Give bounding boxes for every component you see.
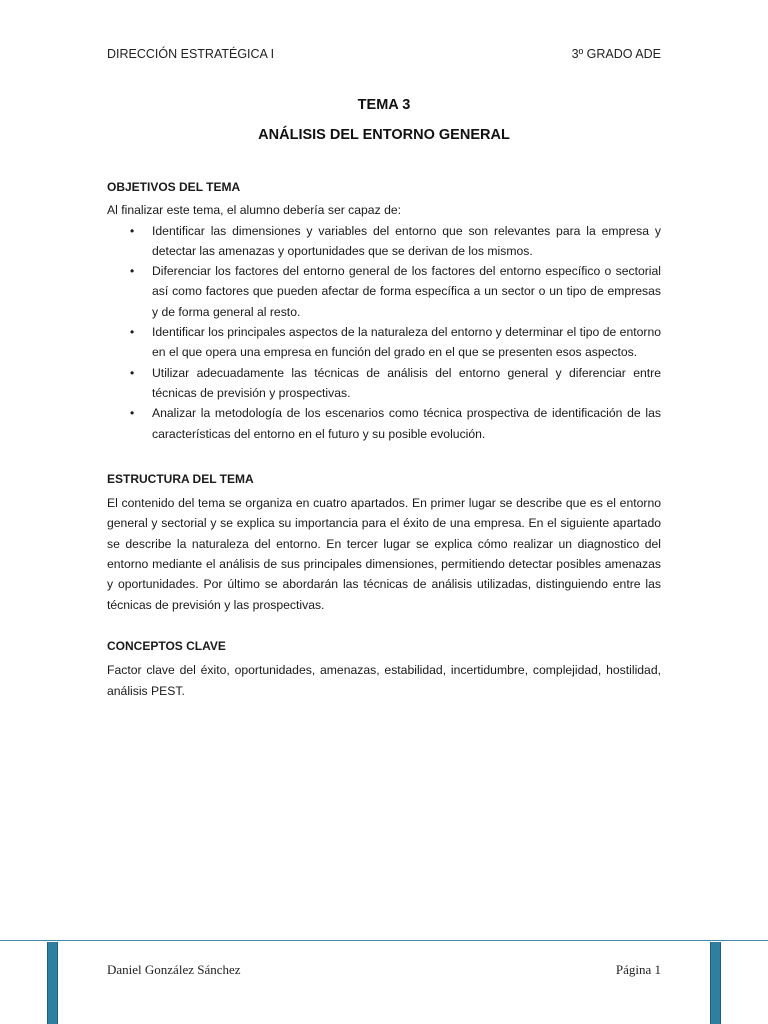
footer-left-accent-bar (47, 942, 58, 1024)
page-footer (107, 962, 661, 978)
header-grade: 3º GRADO ADE (571, 47, 661, 61)
list-item-text: Identificar los principales aspectos de la naturaleza del entorno y determinar el tipo de entorno en el que opera una empresa en función del grado en el que se presenten esos aspectos. (152, 325, 661, 360)
header-course: DIRECCIÓN ESTRATÉGICA I (107, 47, 275, 61)
page-number: Página 1 (615, 962, 661, 977)
objetivos-list (107, 221, 661, 444)
footer-divider (0, 940, 768, 941)
page-header (107, 47, 661, 61)
conceptos-heading: CONCEPTOS CLAVE (107, 638, 226, 653)
list-item-text: Identificar las dimensiones y variables del entorno que son relevantes para la empresa y detectar las amenazas y oportunidades que se derivan de los mismos. (152, 223, 661, 258)
bullet-icon: • (130, 264, 135, 279)
document-subtitle: ANÁLISIS DEL ENTORNO GENERAL (258, 127, 510, 143)
bullet-icon: • (130, 223, 135, 238)
bullet-icon: • (130, 406, 135, 421)
bullet-icon: • (130, 365, 135, 380)
list-item (107, 261, 661, 322)
estructura-text: El contenido del tema se organiza en cuatro apartados. En primer lugar se describe que es el entorno general y sectorial y se explica su importancia para el éxito de una empresa. En el siguiente apartado se describe la naturaleza del entorno. En tercer lugar se explica cómo realizar un diagnostico del entorno mediante el análisis de sus principales dimensiones, permitiendo detectar posibles amenazas y oportunidades. Por último se abordarán las técnicas de análisis utilizadas, distinguiendo entre las técnicas de previsión y las prospectivas. (107, 496, 661, 612)
document-title: TEMA 3 (357, 97, 411, 113)
bullet-icon: • (130, 325, 135, 340)
footer-right-accent-bar (710, 942, 721, 1024)
list-item (107, 363, 661, 404)
list-item (107, 403, 661, 444)
objetivos-heading: OBJETIVOS DEL TEMA (107, 180, 241, 194)
conceptos-text: Factor clave del éxito, oportunidades, amenazas, estabilidad, incertidumbre, complejidad, hostilidad, análisis PEST. (107, 663, 661, 698)
list-item (107, 322, 661, 363)
estructura-heading: ESTRUCTURA DEL TEMA (107, 471, 254, 486)
list-item-text: Diferenciar los factores del entorno general de los factores del entorno específico o sectorial así como factores que pueden afectar de forma específica a un sector o un tipo de empresas y de forma general al resto. (152, 264, 661, 319)
list-item (107, 221, 661, 262)
objetivos-intro: Al finalizar este tema, el alumno debería ser capaz de: (107, 203, 402, 218)
footer-author: Daniel González Sánchez (107, 962, 241, 977)
list-item-text: Analizar la metodología de los escenarios como técnica prospectiva de identificación de las características del entorno en el futuro y su posible evolución. (152, 406, 661, 441)
list-item-text: Utilizar adecuadamente las técnicas de análisis del entorno general y diferenciar entre técnicas de previsión y prospectivas. (152, 365, 661, 400)
document-body (107, 177, 661, 701)
